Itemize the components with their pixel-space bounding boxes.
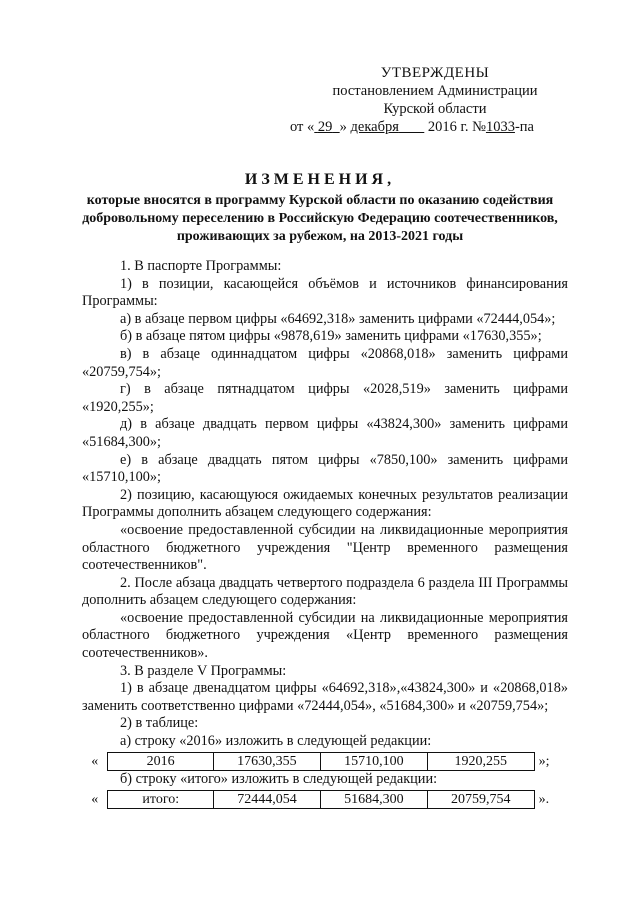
month-sep: » <box>339 119 347 135</box>
table-cell: 51684,300 <box>320 790 427 809</box>
table1-label: а) строку «2016» изложить в следующей редакции: <box>120 733 432 750</box>
date-prefix: от « <box>290 119 315 135</box>
table2-row <box>82 790 568 810</box>
approval-line-1: постановлением Администрации <box>332 83 538 99</box>
approval-heading: УТВЕРЖДЕНЫ <box>380 65 490 81</box>
paragraph: д) в абзаце двадцать первом цифры «43824,300» заменить цифрами «51684,300»; <box>82 416 568 450</box>
table2-open-quote: « <box>91 791 99 807</box>
paragraph: 1. В паспорте Программы: <box>120 258 282 274</box>
paragraph: в) в абзаце одиннадцатом цифры «20868,018» заменить цифрами «20759,754»; <box>82 345 568 380</box>
paragraph: 1) в позиции, касающейся объёмов и источников финансирования Программы: <box>82 275 568 310</box>
document-body <box>82 258 568 809</box>
paragraph: 3. В разделе V Программы: <box>120 662 287 679</box>
table-cell: 20759,754 <box>427 790 534 809</box>
table2-label: б) строку «итого» изложить в следующей редакции: <box>120 771 438 788</box>
title-subtitle: которые вносятся в программу Курской области по оказанию содействия добровольному переселению в Российскую Федерацию соотечественников, проживающих за рубежом, на 2013-2021 годы <box>82 193 558 244</box>
table-cell: 1920,255 <box>427 752 534 771</box>
approval-stamp <box>290 64 570 136</box>
table1-row <box>82 752 568 772</box>
paragraph: г) в абзаце пятнадцатом цифры «2028,519» заменить цифрами «1920,255»; <box>82 381 568 415</box>
paragraph: «освоение предоставленной субсидии на ликвидационные мероприятия областного бюджетного учреждения «Центр временного размещения соотечественников». <box>82 609 568 662</box>
paragraph: а) в абзаце первом цифры «64692,318» заменить цифрами «72444,054»; <box>120 310 556 327</box>
paragraph: е) в абзаце двадцать пятом цифры «7850,100» заменить цифрами «15710,100»; <box>82 451 568 486</box>
table-cell: 15710,100 <box>320 752 427 771</box>
paragraph: 1) в абзаце двенадцатом цифры «64692,318»,«43824,300» и «20868,018» заменить соответственно цифрами «72444,054», «51684,300» и «20759,754»; <box>82 680 568 714</box>
paragraph: 2) позицию, касающуюся ожидаемых конечных результатов реализации Программы дополнить абзацем следующего содержания: <box>82 486 568 521</box>
table-2016-row <box>107 752 534 772</box>
paragraph: 2. После абзаца двадцать четвертого подраздела 6 раздела III Программы дополнить абзацем следующего содержания: <box>82 574 568 609</box>
approval-year: 2016 г. № <box>427 119 486 135</box>
table-cell: итого: <box>108 790 214 809</box>
paragraph: «освоение предоставленной субсидии на ликвидационные мероприятия областного бюджетного учреждения "Центр временного размещения соотечественников". <box>82 521 568 574</box>
approval-day: 29 <box>317 119 333 135</box>
table2-close-quote: ». <box>538 791 550 807</box>
paragraph: 2) в таблице: <box>120 715 199 732</box>
approval-suffix: -па <box>514 119 534 135</box>
table-cell: 72444,054 <box>214 790 321 809</box>
approval-line-2: Курской области <box>383 101 487 117</box>
table-cell: 17630,355 <box>213 752 320 771</box>
approval-number: 1033 <box>485 119 515 135</box>
table1-close-quote: »; <box>538 753 550 769</box>
table-cell: 2016 <box>108 752 213 771</box>
document-title <box>60 170 580 246</box>
table1-open-quote: « <box>91 753 99 769</box>
approval-month: декабря <box>350 119 399 135</box>
table-total-row <box>107 790 534 810</box>
title-heading: ИЗМЕНЕНИЯ, <box>244 171 396 188</box>
approval-date-line <box>290 118 570 136</box>
paragraph: б) в абзаце пятом цифры «9878,619» заменить цифрами «17630,355»; <box>120 328 542 345</box>
